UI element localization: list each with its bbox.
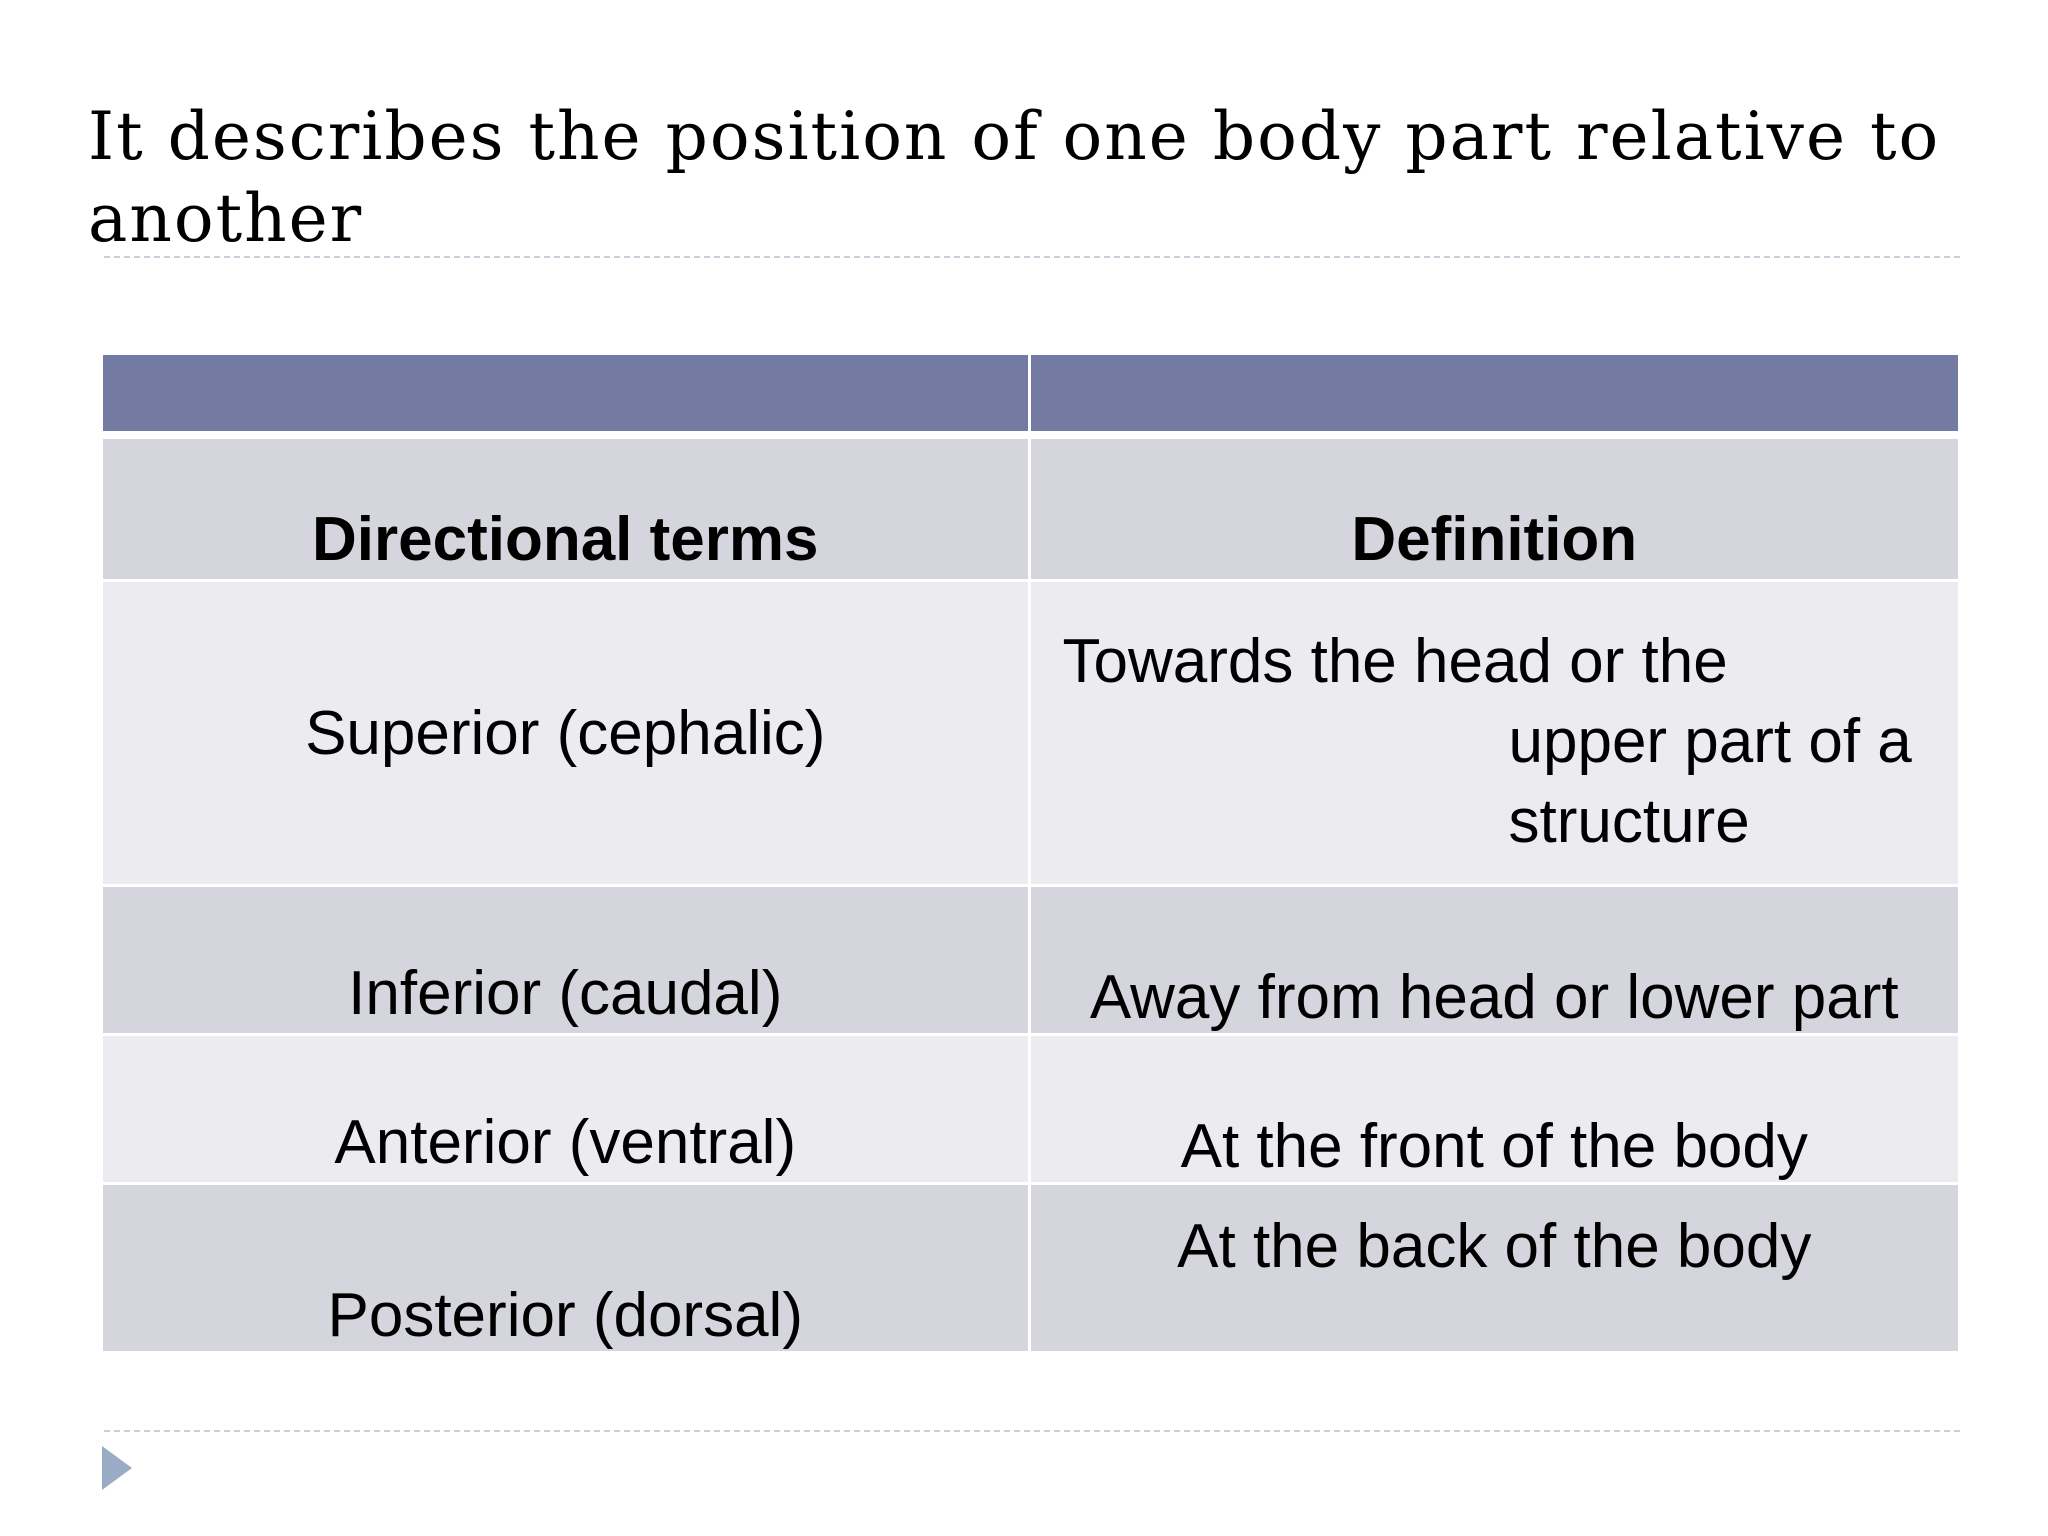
- directional-terms-table: [103, 355, 1958, 1354]
- slide-title: It describes the position of one body part relative to another: [88, 98, 1941, 257]
- definition-cell: At the back of the body: [1031, 1185, 1959, 1354]
- definition-line: upper part of a: [1508, 707, 1912, 776]
- definition-cell: Away from head or lower part: [1031, 887, 1959, 1036]
- title-divider: [104, 256, 1960, 258]
- table-header-row: [103, 439, 1958, 582]
- term-cell: Posterior (dorsal): [103, 1185, 1031, 1354]
- table-row: [103, 582, 1958, 887]
- column-header-term: Directional terms: [103, 439, 1031, 582]
- term-cell: Anterior (ventral): [103, 1036, 1031, 1185]
- definition-line: structure: [1508, 787, 1750, 856]
- column-header-definition: Definition: [1031, 439, 1959, 582]
- definition-line: Towards the head or the: [1062, 627, 1728, 696]
- play-triangle-icon: [102, 1446, 132, 1490]
- term-cell: Inferior (caudal): [103, 887, 1031, 1036]
- table-header-band: [103, 355, 1958, 439]
- header-band-cell: [1031, 355, 1959, 439]
- table-row: [103, 1185, 1958, 1354]
- table-row: [103, 1036, 1958, 1185]
- definition-cell: At the front of the body: [1031, 1036, 1959, 1185]
- footer-divider: [104, 1430, 1960, 1432]
- header-band-cell: [103, 355, 1031, 439]
- definition-cell: [1031, 582, 1959, 887]
- definition-text: [1031, 622, 1959, 862]
- term-cell: Superior (cephalic): [103, 582, 1031, 887]
- table-row: [103, 887, 1958, 1036]
